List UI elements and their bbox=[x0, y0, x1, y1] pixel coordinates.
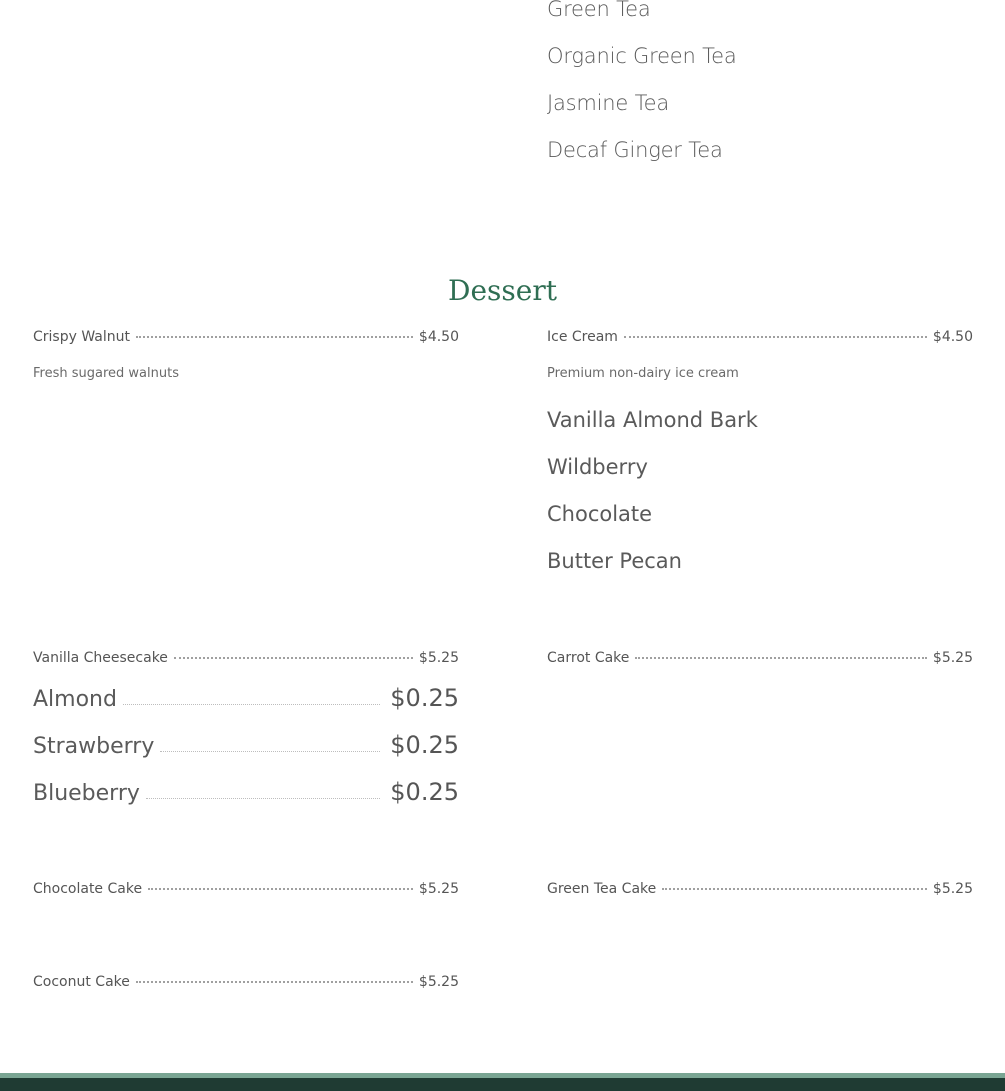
topping-strawberry bbox=[33, 731, 459, 761]
flavor-chocolate: Chocolate bbox=[547, 502, 653, 526]
topping-name: Strawberry bbox=[33, 734, 155, 759]
menu-item-price: $5.25 bbox=[418, 974, 459, 990]
menu-item-crispy-walnut bbox=[33, 329, 459, 349]
dot-leader bbox=[624, 336, 927, 338]
topping-price: $0.25 bbox=[390, 731, 459, 759]
topping-name: Blueberry bbox=[33, 781, 140, 806]
menu-item-chocolate-cake bbox=[33, 881, 459, 901]
topping-price: $0.25 bbox=[390, 778, 459, 806]
menu-item-price: $5.25 bbox=[932, 881, 973, 897]
tea-item-jasmine-tea: Jasmine Tea bbox=[547, 91, 670, 115]
menu-item-name: Crispy Walnut bbox=[33, 329, 130, 345]
menu-item-price: $4.50 bbox=[932, 329, 973, 345]
menu-item-name: Chocolate Cake bbox=[33, 881, 143, 897]
menu-item-name: Coconut Cake bbox=[33, 974, 130, 990]
topping-almond bbox=[33, 684, 459, 714]
menu-item-price: $4.50 bbox=[418, 329, 459, 345]
dot-leader bbox=[174, 657, 413, 659]
menu-item-ice-cream bbox=[547, 329, 973, 349]
dot-leader bbox=[635, 657, 927, 659]
dot-leader bbox=[136, 336, 413, 338]
section-title-dessert: Dessert bbox=[448, 274, 557, 307]
menu-item-name: Vanilla Cheesecake bbox=[33, 650, 168, 666]
flavor-butter-pecan: Butter Pecan bbox=[547, 549, 682, 573]
menu-item-price: $5.25 bbox=[418, 881, 459, 897]
topping-name: Almond bbox=[33, 687, 117, 712]
menu-item-name: Ice Cream bbox=[547, 329, 618, 345]
topping-price: $0.25 bbox=[390, 684, 459, 712]
dot-leader bbox=[123, 704, 380, 705]
menu-item-vanilla-cheesecake bbox=[33, 650, 459, 670]
menu-item-carrot-cake bbox=[547, 650, 973, 670]
flavor-vanilla-almond-bark: Vanilla Almond Bark bbox=[547, 408, 758, 432]
tea-item-decaf-ginger-tea: Decaf Ginger Tea bbox=[547, 138, 723, 162]
menu-item-description: Fresh sugared walnuts bbox=[33, 366, 179, 381]
dot-leader bbox=[662, 888, 927, 890]
tea-item-green-tea: Green Tea bbox=[547, 0, 651, 21]
dot-leader bbox=[136, 981, 413, 983]
flavor-wildberry: Wildberry bbox=[547, 455, 648, 479]
menu-item-price: $5.25 bbox=[418, 650, 459, 666]
menu-item-price: $5.25 bbox=[932, 650, 973, 666]
menu-item-description: Premium non-dairy ice cream bbox=[547, 366, 739, 381]
topping-blueberry bbox=[33, 778, 459, 808]
tea-item-organic-green-tea: Organic Green Tea bbox=[547, 44, 737, 68]
dot-leader bbox=[146, 798, 380, 799]
menu-item-name: Carrot Cake bbox=[547, 650, 630, 666]
menu-item-green-tea-cake bbox=[547, 881, 973, 901]
menu-item-coconut-cake bbox=[33, 974, 459, 994]
dot-leader bbox=[148, 888, 413, 890]
menu-item-name: Green Tea Cake bbox=[547, 881, 657, 897]
footer-bar bbox=[0, 1073, 1005, 1091]
dot-leader bbox=[160, 751, 380, 752]
